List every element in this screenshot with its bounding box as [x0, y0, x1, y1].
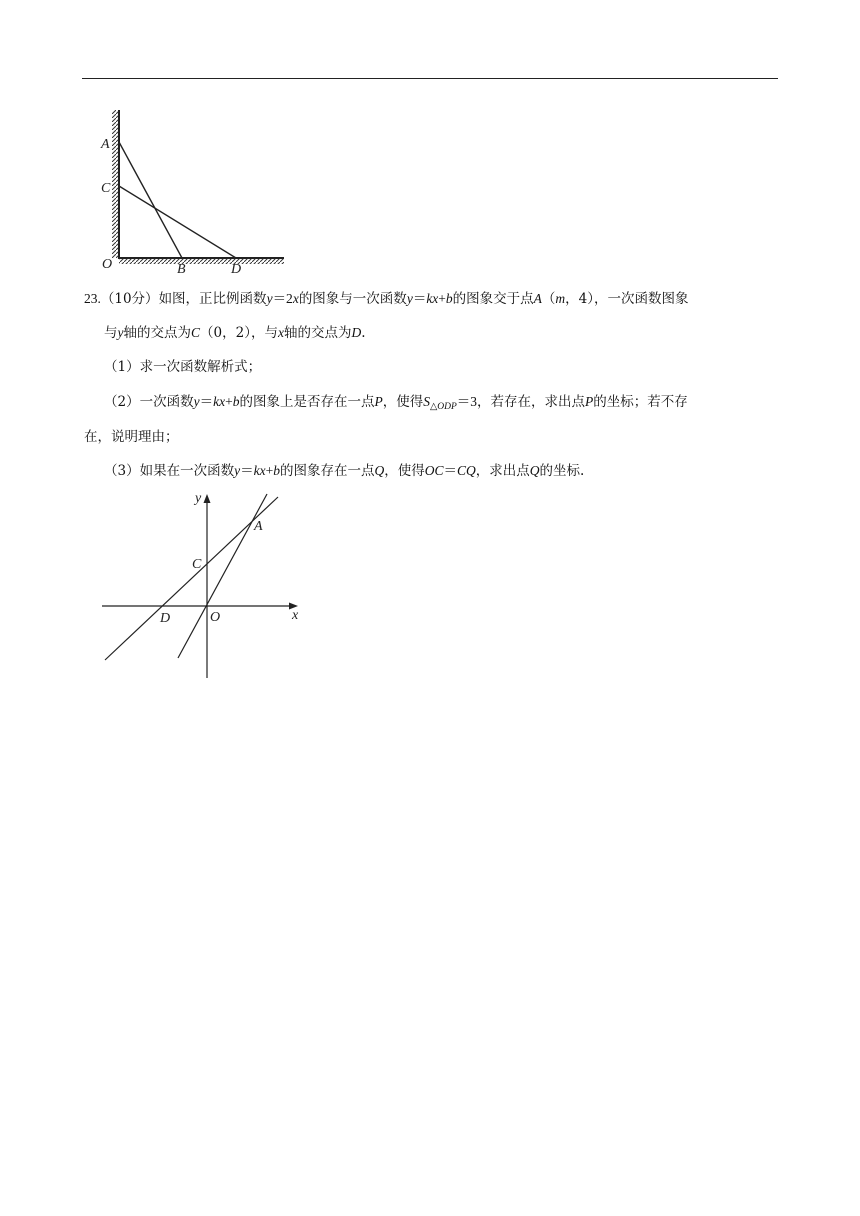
- label-B: B: [177, 262, 186, 277]
- question-2-line-2: 在，说明理由；: [84, 429, 179, 445]
- label-O: O: [102, 257, 113, 272]
- wall-hatching: [112, 110, 119, 258]
- question-1: （1）求一次函数解析式；: [104, 359, 262, 375]
- question-3: （3）如果在一次函数y＝kx+b的图象存在一点Q，使得OC＝CQ，求出点Q的坐标.: [104, 463, 585, 479]
- figure-coordinate-graph: [96, 488, 316, 684]
- label-A: A: [254, 519, 263, 534]
- label-A: A: [101, 137, 110, 152]
- label-y: y: [195, 491, 202, 506]
- problem-23-line-1: 23.（10分）如图，正比例函数y＝2x的图象与一次函数y＝kx+b的图象交于点A（m，4），一次函数图象: [84, 291, 689, 307]
- problem-number: 23: [84, 291, 98, 306]
- label-O: O: [210, 610, 221, 625]
- label-D: D: [231, 262, 242, 277]
- segment-CD: [119, 186, 236, 258]
- problem-score: （10分）: [100, 291, 159, 307]
- header-rule: [82, 78, 778, 79]
- y-axis-arrow: [204, 494, 211, 503]
- label-D: D: [160, 611, 171, 626]
- segment-AB: [119, 142, 182, 258]
- problem-23-line-2: 与y轴的交点为C（0，2），与x轴的交点为D.: [104, 325, 366, 341]
- label-C: C: [101, 181, 111, 196]
- figure-ladder-diagram: [96, 106, 296, 282]
- label-x: x: [292, 608, 299, 623]
- label-C: C: [192, 557, 202, 572]
- question-2-line-1: （2）一次函数y＝kx+b的图象上是否存在一点P，使得$S_{\triangle ODP}=3$，若存在，求出点P的坐标；若不存: [104, 394, 688, 412]
